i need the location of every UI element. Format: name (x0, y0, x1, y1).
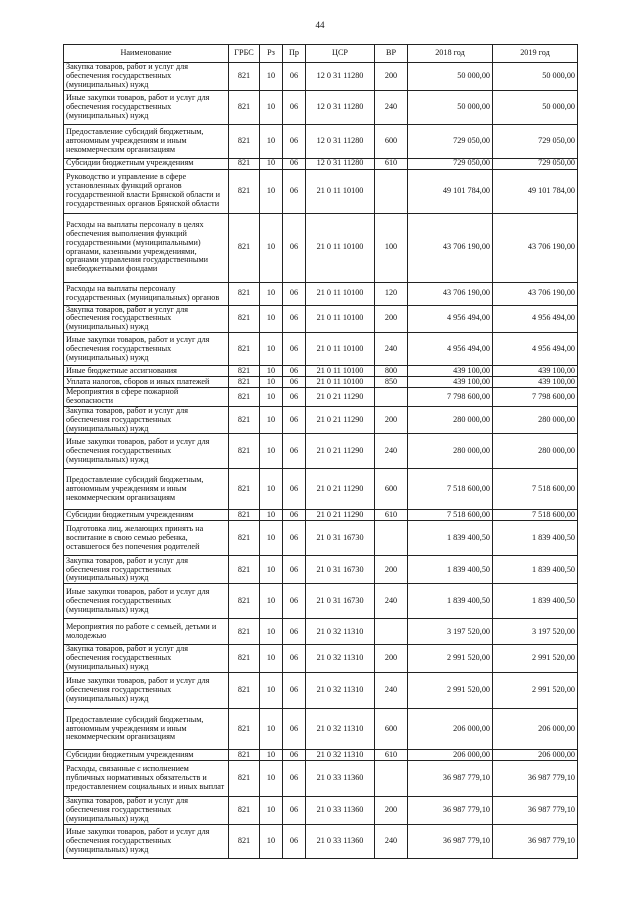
table-row (64, 282, 578, 305)
row-csr: 21 0 31 16730 (306, 521, 375, 556)
row-name: Уплата налогов, сборов и иных платежей (64, 377, 229, 388)
table-row (64, 434, 578, 469)
row-amount-2019: 1 839 400,50 (493, 584, 578, 619)
row-csr: 21 0 21 11290 (306, 510, 375, 521)
row-vr: 200 (375, 63, 408, 91)
row-amount-2019: 439 100,00 (493, 377, 578, 388)
row-pr: 06 (283, 761, 306, 797)
row-vr (375, 388, 408, 407)
row-pr: 06 (283, 556, 306, 584)
row-name: Иные закупки товаров, работ и услуг для обеспечения государственных (муниципальных) нужд (64, 673, 229, 709)
row-csr: 21 0 21 11290 (306, 406, 375, 434)
row-rz: 10 (260, 282, 283, 305)
row-amount-2019: 43 706 190,00 (493, 282, 578, 305)
table-row (64, 158, 578, 169)
row-amount-2018: 36 987 779,10 (408, 797, 493, 825)
row-pr: 06 (283, 619, 306, 645)
row-amount-2018: 4 956 494,00 (408, 305, 493, 333)
row-amount-2018: 280 000,00 (408, 434, 493, 469)
row-amount-2019: 2 991 520,00 (493, 645, 578, 673)
row-vr: 600 (375, 709, 408, 750)
table-row (64, 761, 578, 797)
row-rz: 10 (260, 366, 283, 377)
table-row (64, 406, 578, 434)
row-pr: 06 (283, 645, 306, 673)
row-name: Иные закупки товаров, работ и услуг для обеспечения государственных (муниципальных) нужд (64, 90, 229, 124)
row-rz: 10 (260, 305, 283, 333)
row-csr: 21 0 33 11360 (306, 761, 375, 797)
row-pr: 06 (283, 90, 306, 124)
row-rz: 10 (260, 434, 283, 469)
row-amount-2018: 36 987 779,10 (408, 824, 493, 858)
header-2018: 2018 год (408, 45, 493, 63)
row-rz: 10 (260, 63, 283, 91)
row-pr: 06 (283, 824, 306, 858)
row-amount-2018: 280 000,00 (408, 406, 493, 434)
row-csr: 21 0 31 16730 (306, 584, 375, 619)
row-amount-2018: 36 987 779,10 (408, 761, 493, 797)
row-csr: 21 0 11 10100 (306, 213, 375, 282)
row-amount-2019: 7 518 600,00 (493, 469, 578, 510)
row-grbs: 821 (229, 469, 260, 510)
row-amount-2019: 439 100,00 (493, 366, 578, 377)
row-name: Закупка товаров, работ и услуг для обеспечения государственных (муниципальных) нужд (64, 645, 229, 673)
row-vr (375, 619, 408, 645)
row-pr: 06 (283, 366, 306, 377)
row-pr: 06 (283, 406, 306, 434)
row-amount-2019: 7 518 600,00 (493, 510, 578, 521)
row-pr: 06 (283, 521, 306, 556)
table-row (64, 584, 578, 619)
table-row (64, 673, 578, 709)
row-csr: 21 0 32 11310 (306, 619, 375, 645)
row-amount-2019: 1 839 400,50 (493, 521, 578, 556)
row-grbs: 821 (229, 333, 260, 366)
row-rz: 10 (260, 124, 283, 158)
row-amount-2019: 729 050,00 (493, 158, 578, 169)
budget-table (63, 44, 578, 859)
page-number: 44 (315, 20, 325, 30)
row-amount-2019: 36 987 779,10 (493, 797, 578, 825)
row-amount-2018: 1 839 400,50 (408, 584, 493, 619)
row-vr (375, 521, 408, 556)
row-grbs: 821 (229, 510, 260, 521)
row-vr: 100 (375, 213, 408, 282)
row-grbs: 821 (229, 366, 260, 377)
table-row (64, 377, 578, 388)
table-row (64, 388, 578, 407)
row-csr: 12 0 31 11280 (306, 90, 375, 124)
row-name: Иные закупки товаров, работ и услуг для обеспечения государственных (муниципальных) нужд (64, 434, 229, 469)
row-rz: 10 (260, 521, 283, 556)
row-amount-2019: 729 050,00 (493, 124, 578, 158)
table-row (64, 63, 578, 91)
row-pr: 06 (283, 797, 306, 825)
row-csr: 21 0 21 11290 (306, 388, 375, 407)
row-pr: 06 (283, 158, 306, 169)
header-rz: Рз (260, 45, 283, 63)
row-name: Иные закупки товаров, работ и услуг для обеспечения государственных (муниципальных) нужд (64, 333, 229, 366)
table-row (64, 824, 578, 858)
row-pr: 06 (283, 709, 306, 750)
row-rz: 10 (260, 797, 283, 825)
row-pr: 06 (283, 333, 306, 366)
row-vr: 200 (375, 797, 408, 825)
row-name: Руководство и управление в сфере установленных функций органов государственной власти Брянской области и государственных органов Брянской области (64, 169, 229, 213)
row-amount-2018: 43 706 190,00 (408, 282, 493, 305)
row-name: Иные бюджетные ассигнования (64, 366, 229, 377)
row-amount-2018: 729 050,00 (408, 158, 493, 169)
row-name: Предоставление субсидий бюджетным, автономным учреждениям и иным некоммерческим организациям (64, 469, 229, 510)
row-grbs: 821 (229, 282, 260, 305)
row-name: Подготовка лиц, желающих принять на воспитание в свою семью ребенка, оставшегося без попечения родителей (64, 521, 229, 556)
row-csr: 21 0 11 10100 (306, 333, 375, 366)
row-pr: 06 (283, 434, 306, 469)
table-header-row (64, 45, 578, 63)
table-row (64, 556, 578, 584)
row-name: Предоставление субсидий бюджетным, автономным учреждениям и иным некоммерческим организациям (64, 709, 229, 750)
table-row (64, 90, 578, 124)
row-grbs: 821 (229, 377, 260, 388)
row-rz: 10 (260, 709, 283, 750)
row-csr: 21 0 11 10100 (306, 377, 375, 388)
row-vr: 240 (375, 584, 408, 619)
row-vr: 600 (375, 469, 408, 510)
row-grbs: 821 (229, 305, 260, 333)
row-rz: 10 (260, 673, 283, 709)
row-vr: 240 (375, 673, 408, 709)
row-amount-2019: 49 101 784,00 (493, 169, 578, 213)
row-csr: 21 0 11 10100 (306, 282, 375, 305)
row-name: Мероприятия по работе с семьей, детьми и молодежью (64, 619, 229, 645)
row-name: Закупка товаров, работ и услуг для обеспечения государственных (муниципальных) нужд (64, 305, 229, 333)
table-row (64, 521, 578, 556)
row-pr: 06 (283, 584, 306, 619)
row-amount-2018: 439 100,00 (408, 366, 493, 377)
row-amount-2018: 439 100,00 (408, 377, 493, 388)
row-csr: 21 0 11 10100 (306, 366, 375, 377)
row-name: Иные закупки товаров, работ и услуг для обеспечения государственных (муниципальных) нужд (64, 584, 229, 619)
header-2019: 2019 год (493, 45, 578, 63)
row-amount-2018: 2 991 520,00 (408, 645, 493, 673)
table-row (64, 469, 578, 510)
row-vr: 200 (375, 556, 408, 584)
row-vr: 240 (375, 434, 408, 469)
row-csr: 21 0 32 11310 (306, 645, 375, 673)
row-amount-2019: 43 706 190,00 (493, 213, 578, 282)
row-grbs: 821 (229, 169, 260, 213)
row-csr: 21 0 21 11290 (306, 469, 375, 510)
row-vr: 850 (375, 377, 408, 388)
row-amount-2019: 50 000,00 (493, 63, 578, 91)
row-csr: 21 0 31 16730 (306, 556, 375, 584)
row-pr: 06 (283, 469, 306, 510)
row-rz: 10 (260, 824, 283, 858)
row-grbs: 821 (229, 750, 260, 761)
header-grbs: ГРБС (229, 45, 260, 63)
row-grbs: 821 (229, 709, 260, 750)
row-rz: 10 (260, 90, 283, 124)
row-pr: 06 (283, 169, 306, 213)
row-rz: 10 (260, 584, 283, 619)
row-amount-2018: 3 197 520,00 (408, 619, 493, 645)
row-vr: 610 (375, 750, 408, 761)
row-amount-2018: 7 798 600,00 (408, 388, 493, 407)
row-rz: 10 (260, 645, 283, 673)
row-csr: 21 0 32 11310 (306, 750, 375, 761)
row-csr: 12 0 31 11280 (306, 124, 375, 158)
row-name: Субсидии бюджетным учреждениям (64, 750, 229, 761)
row-rz: 10 (260, 469, 283, 510)
row-amount-2018: 206 000,00 (408, 750, 493, 761)
row-amount-2018: 2 991 520,00 (408, 673, 493, 709)
row-rz: 10 (260, 388, 283, 407)
row-amount-2018: 1 839 400,50 (408, 521, 493, 556)
row-pr: 06 (283, 282, 306, 305)
row-name: Иные закупки товаров, работ и услуг для обеспечения государственных (муниципальных) нужд (64, 824, 229, 858)
row-csr: 21 0 32 11310 (306, 673, 375, 709)
table-row (64, 619, 578, 645)
row-rz: 10 (260, 761, 283, 797)
row-amount-2018: 729 050,00 (408, 124, 493, 158)
header-name: Наименование (64, 45, 229, 63)
row-name: Закупка товаров, работ и услуг для обеспечения государственных (муниципальных) нужд (64, 63, 229, 91)
row-csr: 12 0 31 11280 (306, 63, 375, 91)
row-csr: 21 0 11 10100 (306, 305, 375, 333)
row-pr: 06 (283, 750, 306, 761)
row-name: Расходы на выплаты персоналу государственных (муниципальных) органов (64, 282, 229, 305)
row-csr: 21 0 11 10100 (306, 169, 375, 213)
row-grbs: 821 (229, 90, 260, 124)
table-row (64, 333, 578, 366)
row-amount-2018: 7 518 600,00 (408, 510, 493, 521)
row-vr: 240 (375, 90, 408, 124)
row-vr (375, 169, 408, 213)
row-grbs: 821 (229, 63, 260, 91)
row-grbs: 821 (229, 824, 260, 858)
row-pr: 06 (283, 305, 306, 333)
row-rz: 10 (260, 510, 283, 521)
row-amount-2019: 280 000,00 (493, 406, 578, 434)
table-row (64, 124, 578, 158)
row-rz: 10 (260, 406, 283, 434)
row-grbs: 821 (229, 556, 260, 584)
row-grbs: 821 (229, 645, 260, 673)
row-grbs: 821 (229, 584, 260, 619)
row-grbs: 821 (229, 406, 260, 434)
row-csr: 21 0 33 11360 (306, 797, 375, 825)
row-grbs: 821 (229, 619, 260, 645)
row-amount-2018: 1 839 400,50 (408, 556, 493, 584)
row-csr: 21 0 21 11290 (306, 434, 375, 469)
row-grbs: 821 (229, 673, 260, 709)
row-amount-2019: 4 956 494,00 (493, 333, 578, 366)
row-vr (375, 761, 408, 797)
table-row (64, 709, 578, 750)
row-name: Закупка товаров, работ и услуг для обеспечения государственных (муниципальных) нужд (64, 797, 229, 825)
row-amount-2019: 206 000,00 (493, 750, 578, 761)
row-amount-2019: 36 987 779,10 (493, 824, 578, 858)
row-pr: 06 (283, 388, 306, 407)
row-amount-2019: 36 987 779,10 (493, 761, 578, 797)
row-vr: 600 (375, 124, 408, 158)
row-name: Субсидии бюджетным учреждениям (64, 510, 229, 521)
row-amount-2018: 4 956 494,00 (408, 333, 493, 366)
row-rz: 10 (260, 750, 283, 761)
table-row (64, 169, 578, 213)
row-amount-2019: 2 991 520,00 (493, 673, 578, 709)
row-grbs: 821 (229, 434, 260, 469)
row-rz: 10 (260, 556, 283, 584)
row-name: Предоставление субсидий бюджетным, автономным учреждениям и иным некоммерческим организациям (64, 124, 229, 158)
row-grbs: 821 (229, 158, 260, 169)
table-row (64, 645, 578, 673)
row-amount-2019: 4 956 494,00 (493, 305, 578, 333)
row-pr: 06 (283, 213, 306, 282)
row-csr: 12 0 31 11280 (306, 158, 375, 169)
row-grbs: 821 (229, 521, 260, 556)
row-vr: 200 (375, 645, 408, 673)
row-rz: 10 (260, 213, 283, 282)
row-amount-2018: 49 101 784,00 (408, 169, 493, 213)
header-vr: ВР (375, 45, 408, 63)
row-grbs: 821 (229, 797, 260, 825)
row-vr: 610 (375, 510, 408, 521)
row-rz: 10 (260, 169, 283, 213)
row-pr: 06 (283, 63, 306, 91)
row-name: Расходы на выплаты персоналу в целях обеспечения выполнения функций государственными (муниципальными) органами, казенными учреждениями, органами управления государственными внебюджетными фондами (64, 213, 229, 282)
row-vr: 240 (375, 333, 408, 366)
row-vr: 120 (375, 282, 408, 305)
row-name: Расходы, связанные с исполнением публичных нормативных обязательств и предоставлением социальных и иных выплат (64, 761, 229, 797)
table-row (64, 750, 578, 761)
row-amount-2019: 1 839 400,50 (493, 556, 578, 584)
row-grbs: 821 (229, 761, 260, 797)
row-vr: 800 (375, 366, 408, 377)
row-csr: 21 0 32 11310 (306, 709, 375, 750)
row-name: Субсидии бюджетным учреждениям (64, 158, 229, 169)
row-amount-2019: 50 000,00 (493, 90, 578, 124)
table-row (64, 797, 578, 825)
row-pr: 06 (283, 673, 306, 709)
row-vr: 610 (375, 158, 408, 169)
row-vr: 240 (375, 824, 408, 858)
row-grbs: 821 (229, 388, 260, 407)
row-amount-2018: 206 000,00 (408, 709, 493, 750)
row-pr: 06 (283, 377, 306, 388)
row-rz: 10 (260, 158, 283, 169)
header-csr: ЦСР (306, 45, 375, 63)
row-amount-2019: 3 197 520,00 (493, 619, 578, 645)
row-amount-2018: 50 000,00 (408, 63, 493, 91)
row-amount-2019: 7 798 600,00 (493, 388, 578, 407)
row-pr: 06 (283, 124, 306, 158)
row-amount-2018: 50 000,00 (408, 90, 493, 124)
header-pr: Пр (283, 45, 306, 63)
row-vr: 200 (375, 305, 408, 333)
row-name: Мероприятия в сфере пожарной безопасности (64, 388, 229, 407)
row-grbs: 821 (229, 124, 260, 158)
row-rz: 10 (260, 619, 283, 645)
row-amount-2018: 7 518 600,00 (408, 469, 493, 510)
row-rz: 10 (260, 377, 283, 388)
row-csr: 21 0 33 11360 (306, 824, 375, 858)
table-row (64, 366, 578, 377)
row-name: Закупка товаров, работ и услуг для обеспечения государственных (муниципальных) нужд (64, 406, 229, 434)
row-amount-2019: 280 000,00 (493, 434, 578, 469)
table-row (64, 510, 578, 521)
row-pr: 06 (283, 510, 306, 521)
row-vr: 200 (375, 406, 408, 434)
row-rz: 10 (260, 333, 283, 366)
table-row (64, 213, 578, 282)
row-amount-2019: 206 000,00 (493, 709, 578, 750)
row-amount-2018: 43 706 190,00 (408, 213, 493, 282)
row-grbs: 821 (229, 213, 260, 282)
table-row (64, 305, 578, 333)
row-name: Закупка товаров, работ и услуг для обеспечения государственных (муниципальных) нужд (64, 556, 229, 584)
